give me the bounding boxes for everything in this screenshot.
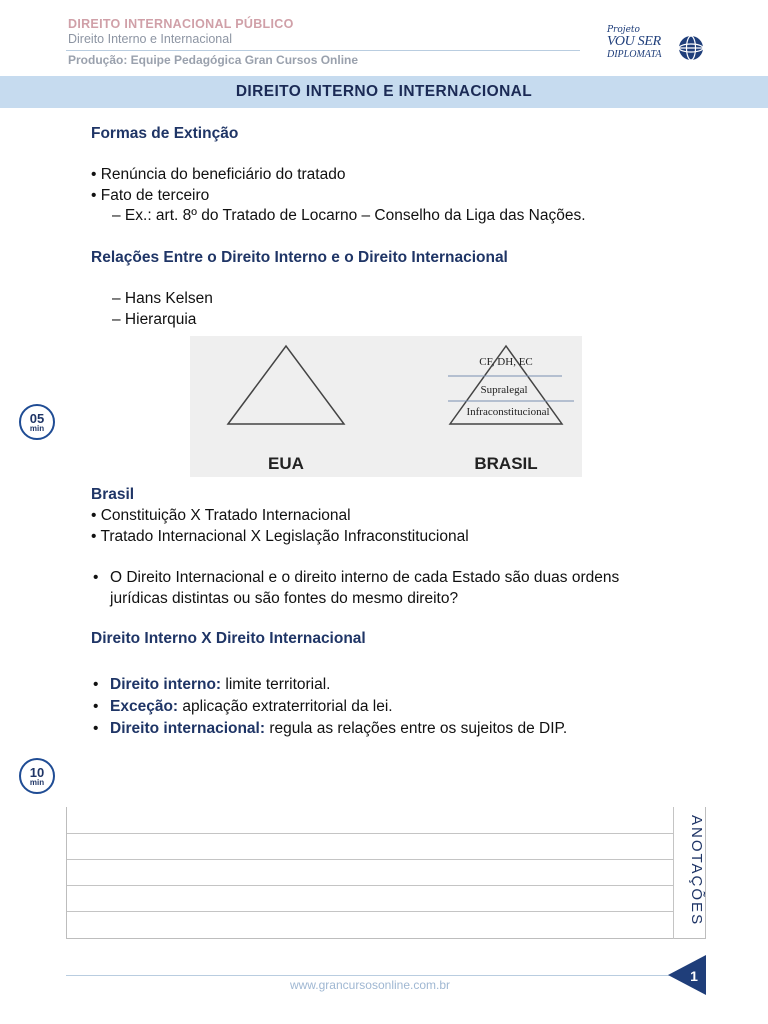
topic-subtitle: Direito Interno e Internacional xyxy=(68,32,232,46)
list-item: • Constituição X Tratado Internacional xyxy=(91,507,351,524)
hierarchy-figure xyxy=(190,336,582,477)
production-credit: Produção: Equipe Pedagógica Gran Cursos Online xyxy=(68,53,359,67)
definition-term: Direito internacional: xyxy=(110,720,266,737)
level-middle-label: Supralegal xyxy=(480,384,528,396)
definition-term: Direito interno: xyxy=(110,676,222,693)
definition-text: aplicação extraterritorial da lei. xyxy=(178,698,393,715)
level-bottom-label: Infraconstitucional xyxy=(466,406,550,418)
notes-label: ANOTAÇÕES xyxy=(688,815,705,927)
brasil-label: BRASIL xyxy=(474,454,538,473)
sub-list-item: – Ex.: art. 8º do Tratado de Locarno – Conselho da Liga das Nações. xyxy=(112,207,586,224)
question-line-1: O Direito Internacional e o direito interno de cada Estado são duas ordens xyxy=(110,569,620,586)
list-item: • Fato de terceiro xyxy=(91,187,210,204)
time-badge-unit: min xyxy=(29,424,45,433)
logo-main-text: VOU SER xyxy=(607,34,661,49)
footer-divider xyxy=(66,975,678,976)
time-badge-value: 05 xyxy=(29,411,45,426)
list-item: • Tratado Internacional X Legislação Infraconstitucional xyxy=(91,528,469,545)
level-top-label: CF, DH, EC xyxy=(479,356,533,368)
page-title-bar xyxy=(0,76,768,108)
definition-text: limite territorial. xyxy=(221,676,331,693)
list-item: – Hierarquia xyxy=(112,311,197,328)
definition-text: regula as relações entre os sujeitos de DIP. xyxy=(265,720,568,737)
notes-rule xyxy=(67,911,673,912)
notes-rule xyxy=(67,885,673,886)
bullet: • xyxy=(93,698,99,715)
heading-formas-extincao: Formas de Extinção xyxy=(91,125,239,142)
eua-label: EUA xyxy=(268,454,304,473)
time-badge-05 xyxy=(19,404,55,440)
globe-icon xyxy=(677,34,705,62)
definition-item xyxy=(110,676,330,694)
page-number: 1 xyxy=(690,968,698,984)
notes-area[interactable] xyxy=(66,807,706,939)
heading-direito-interno-x-internacional: Direito Interno X Direito Internacional xyxy=(91,630,366,647)
notes-label-divider xyxy=(673,807,674,939)
logo-small-text: Projeto xyxy=(607,25,640,35)
definition-item xyxy=(110,720,567,738)
time-badge-unit: min xyxy=(29,778,45,787)
question-line-2: jurídicas distintas ou são fontes do mesmo direito? xyxy=(110,590,459,607)
time-badge-value: 10 xyxy=(29,765,45,780)
vou-ser-diplomata-logo xyxy=(604,25,714,65)
footer-url[interactable]: www.grancursosonline.com.br xyxy=(289,978,451,992)
page-number-badge xyxy=(668,955,706,995)
time-badge-10 xyxy=(19,758,55,794)
bullet: • xyxy=(93,720,99,737)
header-divider xyxy=(66,50,580,51)
notes-rule xyxy=(67,833,673,834)
question-bullet: • xyxy=(93,569,99,586)
logo-sub-text: DIPLOMATA xyxy=(607,49,662,60)
definition-item xyxy=(110,698,393,716)
definition-term: Exceção: xyxy=(110,698,179,715)
eua-triangle xyxy=(228,346,344,424)
heading-brasil: Brasil xyxy=(91,486,135,503)
bullet: • xyxy=(93,676,99,693)
list-item: • Renúncia do beneficiário do tratado xyxy=(91,166,346,183)
notes-rule xyxy=(67,859,673,860)
subject-title: DIREITO INTERNACIONAL PÚBLICO xyxy=(68,17,294,31)
heading-relacoes: Relações Entre o Direito Interno e o Direito Internacional xyxy=(91,249,508,266)
hierarchy-diagram xyxy=(190,336,582,477)
page-title: DIREITO INTERNO E INTERNACIONAL xyxy=(235,83,533,100)
list-item: – Hans Kelsen xyxy=(112,290,213,307)
